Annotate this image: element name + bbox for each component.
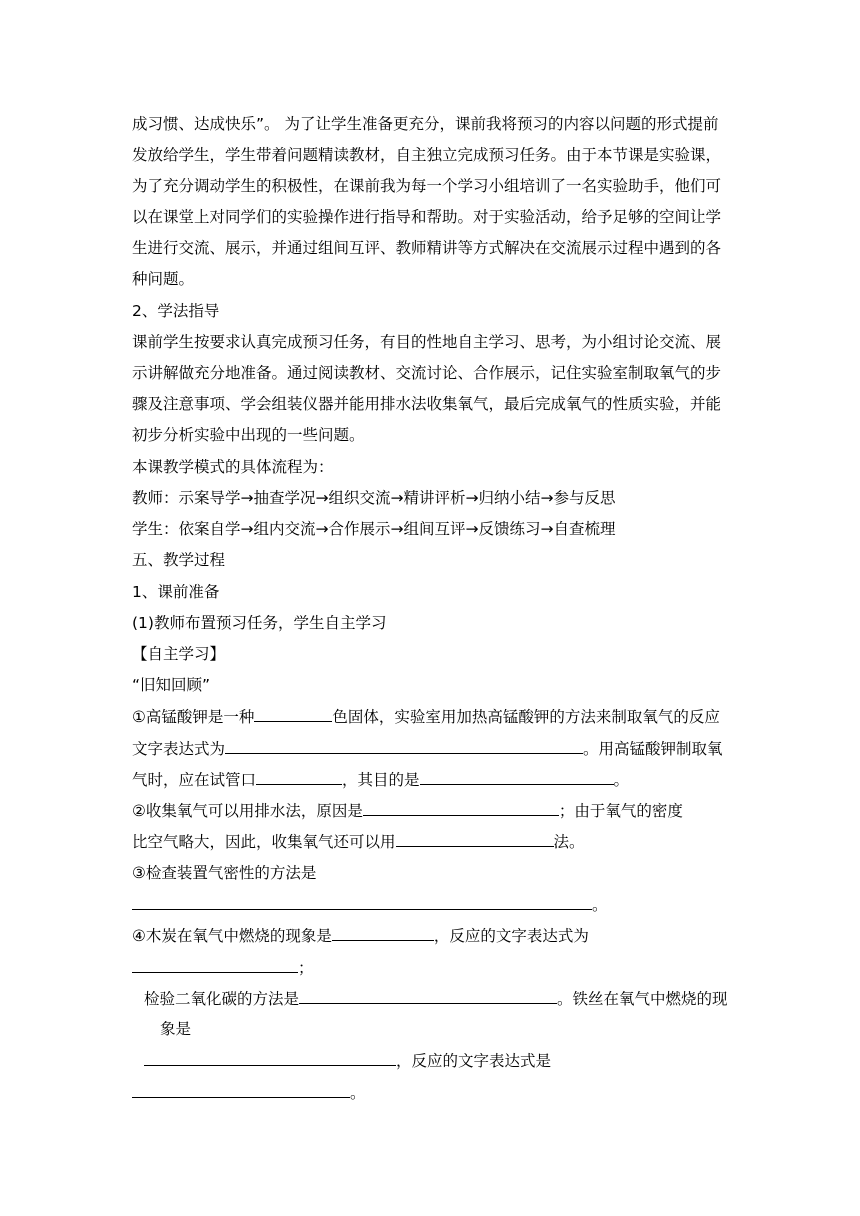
q3-text: ③检查装置气密性的方法是	[132, 864, 317, 882]
question-3-line-2	[132, 894, 608, 915]
paragraph-line: 本课教学模式的具体流程为：	[132, 458, 334, 476]
q1-text: 色固体，实验室用加热高锰酸钾的方法来制取氧气的反应	[332, 708, 720, 726]
q4-text: 象是	[160, 1020, 192, 1038]
q1-text: ，其目的是	[342, 771, 420, 789]
question-4-line-6	[132, 1082, 366, 1103]
question-2-line-2	[132, 831, 585, 852]
q4-text: ，反应的文字表达式为	[433, 927, 589, 945]
bracket-heading: 【自主学习】	[132, 645, 226, 663]
q4-text: ④木炭在氧气中燃烧的现象是	[132, 927, 332, 945]
section-heading: 五、教学过程	[132, 551, 226, 569]
q2-text: ；由于氧气的密度	[558, 802, 683, 820]
answer-blank[interactable]	[363, 800, 559, 816]
question-4-line-3	[144, 988, 728, 1009]
q1-text: 气时，应在试管口	[132, 771, 257, 789]
question-2-line-1	[132, 800, 683, 821]
paragraph-line: 种问题。	[132, 270, 195, 288]
q1-text: ①高锰酸钾是一种	[132, 708, 255, 726]
q4-text: 。	[350, 1084, 366, 1102]
answer-blank[interactable]	[132, 894, 592, 910]
q3-text: 。	[592, 896, 608, 914]
paragraph-line: 课前学生按要求认真完成预习任务，有目的性地自主学习、思考，为小组讨论交流、展	[132, 333, 722, 351]
q4-text: 检验二氧化碳的方法是	[144, 990, 300, 1008]
answer-blank[interactable]	[144, 1050, 396, 1066]
paragraph-line: 初步分析实验中出现的一些问题。	[132, 426, 365, 444]
paragraph-line: 生进行交流、展示，并通过组间互评、教师精讲等方式解决在交流展示过程中遇到的各	[132, 239, 722, 257]
question-4-line-5	[144, 1050, 551, 1071]
teacher-flow: 教师：示案导学→抽查学况→组织交流→精讲评析→归纳小结→参与反思	[132, 489, 616, 507]
q1-text: 。	[613, 771, 630, 789]
answer-blank[interactable]	[299, 988, 557, 1004]
section-heading: 1、课前准备	[132, 583, 220, 601]
q2-text: 法。	[553, 833, 585, 851]
answer-blank[interactable]	[256, 769, 342, 785]
section-heading: 2、学法指导	[132, 302, 220, 320]
answer-blank[interactable]	[332, 925, 434, 941]
student-flow: 学生：依案自学→组内交流→合作展示→组间互评→反馈练习→自查梳理	[132, 520, 616, 538]
question-1-line-2	[132, 738, 723, 759]
question-1-line-3	[132, 769, 629, 790]
q2-text: ②收集氧气可以用排水法，原因是	[132, 802, 363, 820]
q4-text: 。铁丝在氧气中燃烧的现	[557, 990, 728, 1008]
q2-text: 比空气略大，因此，收集氧气还可以用	[132, 833, 396, 851]
paragraph-line: 成习惯、达成快乐”。 为了让学生准备更充分，课前我将预习的内容以问题的形式提前	[132, 115, 719, 133]
question-4-line-1	[132, 925, 589, 946]
subsection-heading: (1)教师布置预习任务，学生自主学习	[132, 614, 387, 632]
answer-blank[interactable]	[396, 831, 554, 847]
answer-blank[interactable]	[254, 706, 332, 722]
quote-heading: “旧知回顾”	[132, 676, 211, 694]
answer-blank[interactable]	[225, 738, 583, 754]
q1-text: 文字表达式为	[132, 740, 226, 758]
question-1-line-1	[132, 706, 720, 727]
answer-blank[interactable]	[132, 1082, 350, 1098]
q1-text: 。用高锰酸钾制取氧	[583, 740, 723, 758]
q4-text: ，反应的文字表达式是	[396, 1052, 552, 1070]
q4-text: ；	[298, 959, 314, 977]
paragraph-line: 骤及注意事项、学会组装仪器并能用排水法收集氧气，最后完成氧气的性质实验，并能	[132, 395, 722, 413]
paragraph-line: 发放给学生，学生带着问题精读教材，自主独立完成预习任务。由于本节课是实验课，	[132, 146, 722, 164]
answer-blank[interactable]	[420, 769, 614, 785]
question-3-line-1	[132, 863, 316, 883]
answer-blank[interactable]	[132, 957, 298, 973]
question-4-line-4	[160, 1019, 191, 1039]
question-4-line-2	[132, 957, 314, 978]
paragraph-line: 示讲解做充分地准备。通过阅读教材、交流讨论、合作展示，记住实验室制取氧气的步	[132, 364, 722, 382]
paragraph-line: 为了充分调动学生的积极性，在课前我为每一个学习小组培训了一名实验助手，他们可	[132, 177, 722, 195]
paragraph-line: 以在课堂上对同学们的实验操作进行指导和帮助。对于实验活动，给予足够的空间让学	[132, 208, 722, 226]
